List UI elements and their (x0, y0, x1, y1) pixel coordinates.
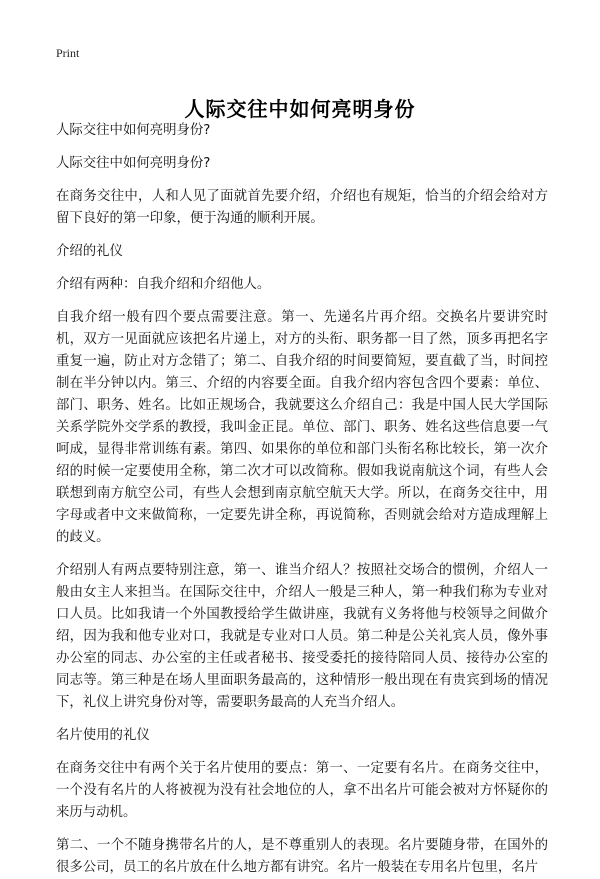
article-body (56, 120, 548, 879)
intro-paragraph: 在商务交往中，人和人见了面就首先要介绍，介绍也有规矩，恰当的介绍会给对方留下良好的第一印象，便于沟通的顺利开展。 (56, 189, 548, 226)
article-title: 人际交往中如何亮明身份 (184, 97, 416, 122)
article-subtitle: 人际交往中如何亮明身份? (56, 123, 211, 138)
self-introduction-paragraph: 自我介绍一般有四个要点需要注意。第一、先递名片再介绍。交换名片要讲究时机，双方一见面就应该把名片递上，对方的头衔、职务都一目了然，顶多再把名字重复一遍，防止对方念错了；第二、自我介绍的时间要简短，要直截了当，时间控制在半分钟以内。第三、介绍的内容要全面。自我介绍内容包含四个要素：单位、部门、职务、姓名。比如正规场合，我就要这么介绍自己：我是中国人民大学国际关系学院外交学系的教授，我叫金正昆。单位、部门、职务、姓名这些信息要一气呵成，显得非常训练有素。第四、如果你的单位和部门头衔名称比较长，第一次介绍的时候一定要使用全称，第二次才可以改简称。假如我说南航这个词，有些人会联想到南方航空公司，有些人会想到南京航空航天大学。所以，在商务交往中，用字母或者中文来做简称，一定要先讲全称，再说简称，否则就会给对方造成理解上的歧义。 (56, 310, 548, 545)
introducing-others-paragraph: 介绍别人有两点要特别注意，第一、谁当介绍人？按照社交场合的惯例，介绍人一般由女主人来担当。在国际交往中，介绍人一般是三种人，第一种我们称为专业对口人员。比如我请一个外国教授给学生做讲座，我就有义务将他与校领导之间做介绍，因为我和他专业对口，我就是专业对口人员。第二种是公关礼宾人员，像外事办公室的同志、办公室的主任或者秘书、接受委托的接待陪同人员、接待办公室的同志等。第三种是在场人里面职务最高的，这种情形一般出现在有贵宾到场的情况下，礼仪上讲究身份对等，需要职务最高的人充当介绍人。 (56, 563, 548, 710)
print-link[interactable]: Print (56, 46, 80, 60)
business-card-paragraph-2: 第二、一个不随身携带名片的人，是不尊重别人的表现。名片要随身带，在国外的很多公司，员工的名片放在什么地方都有讲究。名片一般装在专用名片包里，名片 (56, 838, 548, 875)
section-heading-business-card-etiquette: 名片使用的礼仪 (56, 728, 150, 743)
business-card-paragraph-1: 在商务交往中有两个关于名片使用的要点：第一、一定要有名片。在商务交往中，一个没有名片的人将被视为没有社会地位的人，拿不出名片可能会被对方怀疑你的来历与动机。 (56, 761, 548, 820)
section-heading-introduction-etiquette: 介绍的礼仪 (56, 244, 123, 259)
introduction-types-paragraph: 介绍有两种：自我介绍和介绍他人。 (56, 277, 271, 292)
article-subtitle-repeat: 人际交往中如何亮明身份? (56, 156, 211, 171)
